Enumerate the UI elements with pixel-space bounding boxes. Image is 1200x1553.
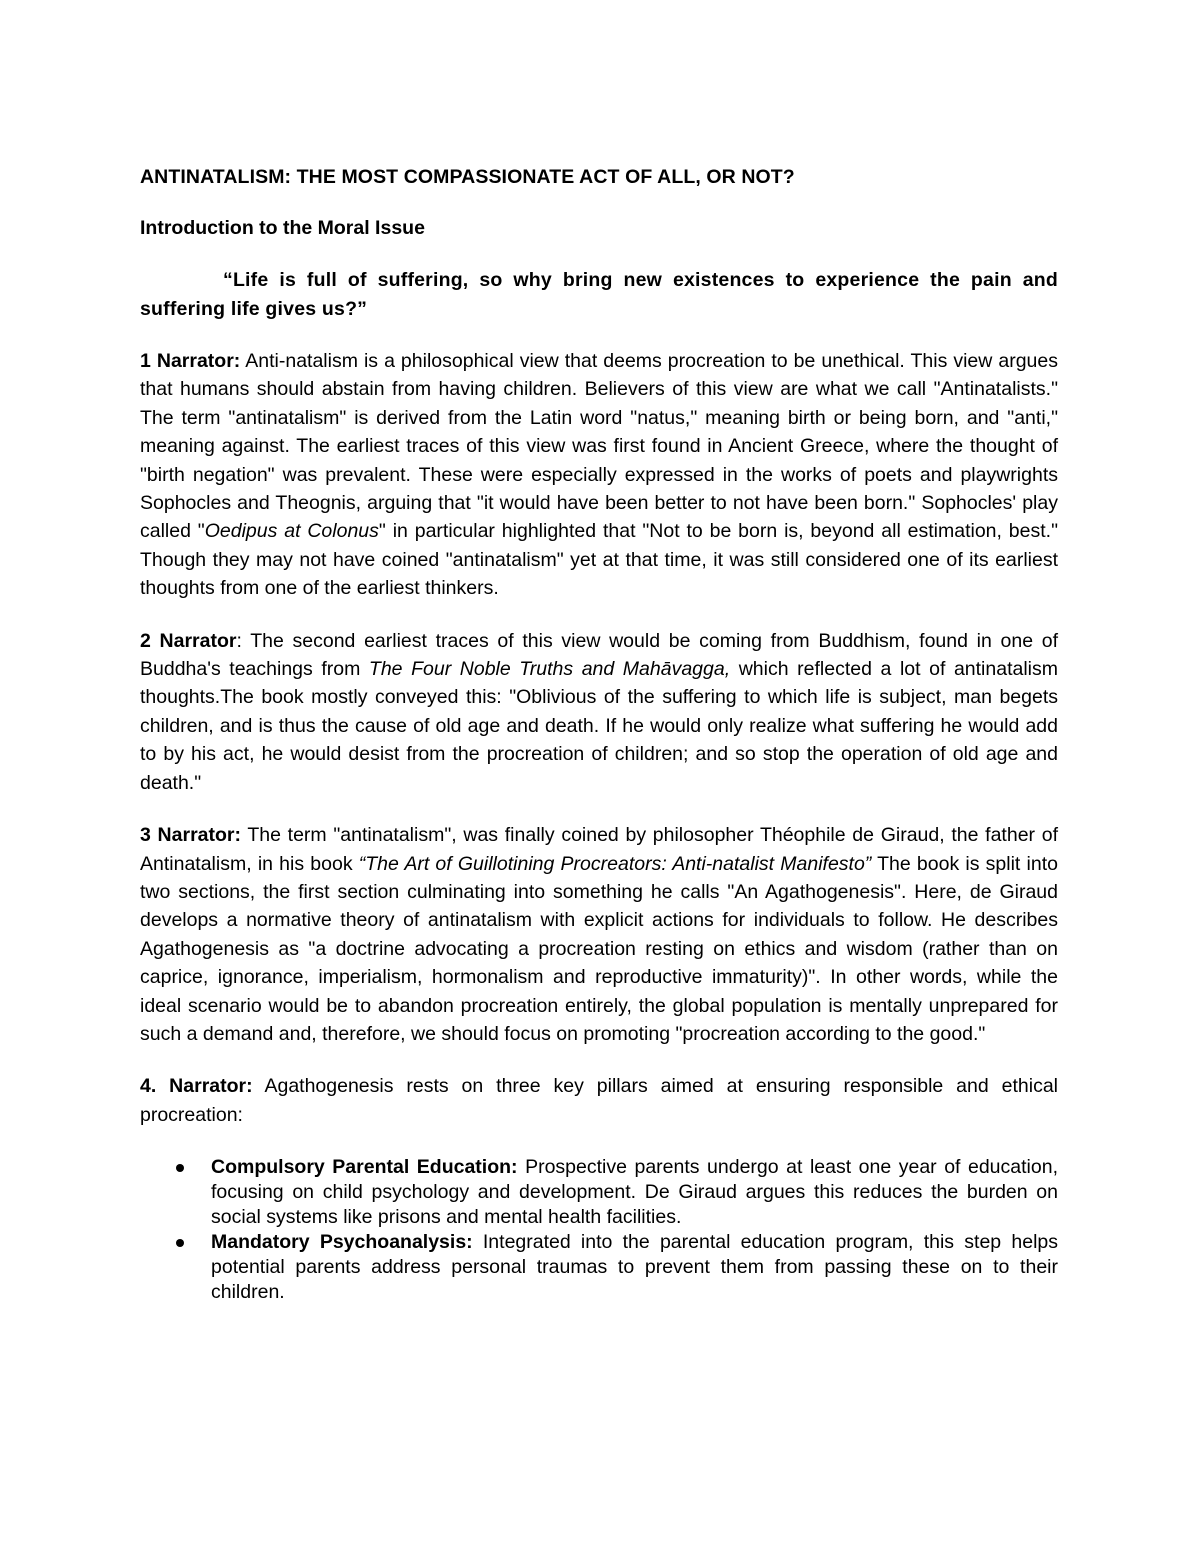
paragraph-1-italic: Oedipus at Colonus: [204, 520, 379, 543]
paragraph-1-text-a: Anti-natalism is a philosophical view that deems procreation to be unethical. This view argues that humans should abstain from having children. Believers of this view are what we call "Antinatalists." The term "antinatalism" is derived from the Latin word "natus," meaning birth or being born, and "anti," meaning against. The earliest traces of this view was first found in Ancient Greece, where the thought of "birth negation" was prevalent. These were especially expressed in the works of poets and playwrights Sophocles and Theognis, arguing that "it would have been better to not have been born." Sophocles' play called ": [140, 350, 1058, 543]
list-item: [211, 1155, 1058, 1230]
paragraph-2-text-b: which reflected a lot of antinatalism thoughts.The book mostly conveyed this: "Oblivious of the suffering to which life is subject, man begets children, and is thus the cause of old age and death. If he would only realize what suffering he would add to by his act, he would desist from the procreation of children; and so stop the operation of old age and death.": [140, 658, 1059, 794]
bullet-icon: [176, 1239, 184, 1247]
list-item: [211, 1230, 1058, 1305]
paragraph-2: [140, 627, 1058, 797]
paragraph-1: [140, 347, 1058, 603]
list-item-label: Compulsory Parental Education:: [211, 1156, 518, 1179]
document-page: [140, 163, 1058, 1305]
paragraph-2-text-a: : The second earliest traces of this view would be coming from Buddhism, found in one of Buddha's teachings from: [140, 629, 1058, 681]
paragraph-1-text-b: " in particular highlighted that "Not to be born is, beyond all estimation, best." Though they may not have coined "antinatalism" yet at that time, it was still considered one of its earliest thoughts from one of the earliest thinkers.: [140, 520, 1058, 600]
narrator-label-1: 1 Narrator:: [140, 350, 241, 372]
paragraph-2-italic: The Four Noble Truths and Mahāvagga,: [368, 658, 731, 681]
document-title: ANTINATALISM: THE MOST COMPASSIONATE ACT OF ALL, OR NOT?: [140, 166, 795, 188]
paragraph-3-text-b: The book is split into two sections, the first section culminating into something he calls "An Agathogenesis". Here, de Giraud develops a normative theory of antinatalism with explicit actions for individuals to follow. He describes Agathogenesis as "a doctrine advocating a procreation resting on ethics and wisdom (rather than on caprice, ignorance, imperialism, hormonalism and reproductive immaturity)". In other words, while the ideal scenario would be to abandon procreation entirely, the global population is mentally unprepared for such a demand and, therefore, we should focus on promoting "procreation according to the good.": [140, 852, 1058, 1045]
paragraph-4-text-a: Agathogenesis rests on three key pillars aimed at ensuring responsible and ethical procreation:: [140, 1075, 1058, 1126]
bullet-icon: [176, 1164, 184, 1172]
list-item-label: Mandatory Psychoanalysis:: [211, 1231, 473, 1254]
pillars-list: [140, 1155, 1058, 1305]
section-heading: Introduction to the Moral Issue: [140, 217, 425, 239]
narrator-label-4: 4. Narrator:: [140, 1075, 253, 1098]
narrator-label-2: 2 Narrator: [140, 629, 237, 652]
opening-quote: “Life is full of suffering, so why bring new existences to experience the pain and suffering life gives us?”: [140, 269, 1058, 320]
list-item-text: Integrated into the parental education program, this step helps potential parents address personal traumas to prevent them from passing these on to their children.: [211, 1231, 1058, 1304]
paragraph-3-text-a: The term "antinatalism", was finally coined by philosopher Théophile de Giraud, the father of Antinatalism, in his book: [140, 824, 1058, 875]
paragraph-3-italic: “The Art of Guillotining Procreators: Anti-natalist Manifesto”: [358, 852, 872, 875]
paragraph-3: [140, 821, 1058, 1048]
paragraph-4: [140, 1072, 1058, 1129]
list-item-text: Prospective parents undergo at least one year of education, focusing on child psychology and development. De Giraud argues this reduces the burden on social systems like prisons and mental health facilities.: [211, 1156, 1058, 1229]
narrator-label-3: 3 Narrator:: [140, 824, 241, 847]
